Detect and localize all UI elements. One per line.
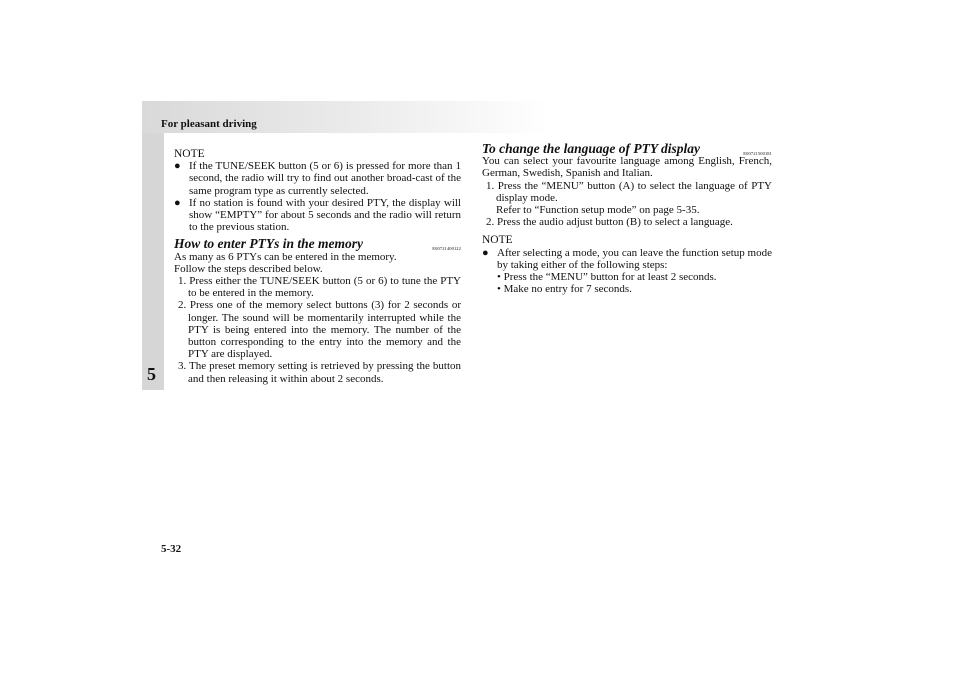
section-title: To change the language of PTY display E00721500181 (482, 143, 772, 155)
note-bullet: ● If no station is found with your desired PTY, the display will show “EMPTY” for about 5 seconds and the radio will return to the previous station. (174, 196, 461, 234)
note-bullet: ● If the TUNE/SEEK button (5 or 6) is pressed for more than 1 second, the radio will try to find out another broad-cast of the same program type as currently selected. (174, 160, 461, 197)
right-column (482, 138, 772, 295)
chapter-number: 5 (147, 364, 156, 384)
section-title: How to enter PTYs in the memory E00721400122 (174, 238, 461, 250)
step-item: 2. Press one of the memory select buttons (3) for 2 seconds or longer. The sound will be momentarily interrupted while the PTY is being entered into the memory. The number of the button corresponding to the entry into the memory and the PTY are displayed. (178, 299, 461, 361)
step-item: 2. Press the audio adjust button (B) to select a language. (486, 216, 733, 229)
step-reference: Refer to “Function setup mode” on page 5-35. (496, 204, 700, 217)
chapter-tab (142, 133, 164, 390)
note-bullet: ● After selecting a mode, you can leave the function setup mode by taking either of the following steps: • Press the “MENU” button for at least 2 seconds. • Make no entry for 7 seconds. (482, 246, 772, 296)
section-code: E00721400122 (432, 246, 461, 252)
step-item: 1. Press either the TUNE/SEEK button (5 or 6) to tune the PTY to be entered in the memory. (178, 275, 461, 300)
step-item: 1. Press the “MENU” button (A) to select the language of PTY display mode. Refer to “Function setup mode” on page 5-35. (486, 179, 772, 217)
note-label: NOTE (174, 148, 205, 160)
header-title: For pleasant driving (161, 118, 257, 130)
note-sub-item: • Make no entry for 7 seconds. (497, 283, 632, 296)
bullet-icon: ● (174, 160, 181, 173)
section-code: E00721500181 (743, 151, 772, 156)
left-column (174, 148, 461, 385)
page-number: 5-32 (161, 543, 182, 555)
intro-text: As many as 6 PTYs can be entered in the memory. (174, 250, 397, 263)
step-item: 3. The preset memory setting is retrieved by pressing the button and then releasing it within about 2 seconds. (178, 360, 461, 385)
intro-text: Follow the steps described below. (174, 262, 323, 275)
note-sub-item: • Press the “MENU” button for at least 2 seconds. (497, 271, 717, 284)
intro-text: You can select your favourite language among English, French, German, Swedish, Spanish and Italian. (482, 155, 772, 180)
bullet-icon: ● (174, 196, 181, 209)
note-label: NOTE (482, 234, 513, 247)
bullet-icon: ● (482, 246, 489, 259)
